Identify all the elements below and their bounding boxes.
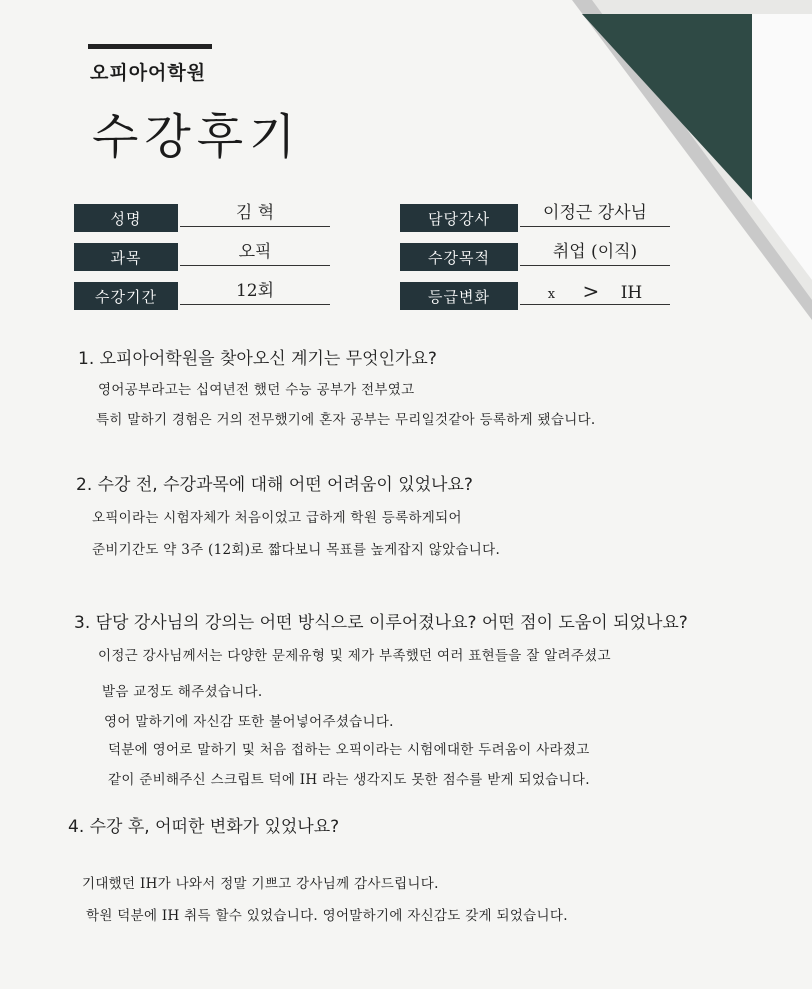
grade-from: x [547,287,556,302]
answer-line: 영어 말하기에 자신감 또한 불어넣어주셨습니다. [104,714,394,730]
subject-label: 과목 [74,243,178,271]
answer-line: 같이 준비해주신 스크립트 덕에 IH 라는 생각지도 못한 점수를 받게 되었습니다. [108,772,590,788]
name-value: 김 혁 [180,200,330,227]
purpose-value: 취업 (이직) [520,239,670,266]
answer-line: 학원 덕분에 IH 취득 할수 있었습니다. 영어말하기에 자신감도 갖게 되었습니다. [86,908,568,924]
answer-line: 발음 교정도 해주셨습니다. [102,684,263,700]
subject-value: 오픽 [180,239,330,266]
question-1-title: 1. 오피아어학원을 찾아오신 계기는 무엇인가요? [78,349,437,369]
grade-value [520,278,670,305]
arrow-right-icon: > [582,279,600,303]
answer-line: 이정근 강사님께서는 다양한 문제유형 및 제가 부족했던 여러 표현들을 잘 알려주셨고 [98,648,611,664]
corner-decoration [572,0,812,320]
brand-bar [88,44,212,49]
brand-name: 오피아어학원 [90,62,207,84]
duration-value: 12회 [180,278,330,305]
question-3-title: 3. 담당 강사님의 강의는 어떤 방식으로 이루어졌나요? 어떤 점이 도움이 되었나요? [74,613,688,633]
answer-line: 특히 말하기 경험은 거의 전무했기에 혼자 공부는 무리일것같아 등록하게 됐습니다. [96,412,596,428]
answer-line: 오픽이라는 시험자체가 처음이었고 급하게 학원 등록하게되어 [92,510,462,526]
grade-to: IH [620,283,643,303]
purpose-label: 수강목적 [400,243,518,271]
teacher-value: 이정근 강사님 [520,200,670,227]
grade-label: 등급변화 [400,282,518,310]
name-label: 성명 [74,204,178,232]
answer-line: 덕분에 영어로 말하기 및 처음 접하는 오픽이라는 시험에대한 두려움이 사라졌고 [108,742,590,758]
answer-line: 기대했던 IH가 나와서 정말 기쁘고 강사님께 감사드립니다. [82,876,439,892]
page-title: 수강후기 [92,109,302,165]
question-2-title: 2. 수강 전, 수강과목에 대해 어떤 어려움이 있었나요? [76,475,473,495]
duration-label: 수강기간 [74,282,178,310]
teacher-label: 담당강사 [400,204,518,232]
answer-line: 영어공부라고는 십여년전 했던 수능 공부가 전부였고 [98,382,415,398]
question-4-title: 4. 수강 후, 어떠한 변화가 있었나요? [68,817,340,837]
answer-line: 준비기간도 약 3주 (12회)로 짧다보니 목표를 높게잡지 않았습니다. [92,542,501,558]
